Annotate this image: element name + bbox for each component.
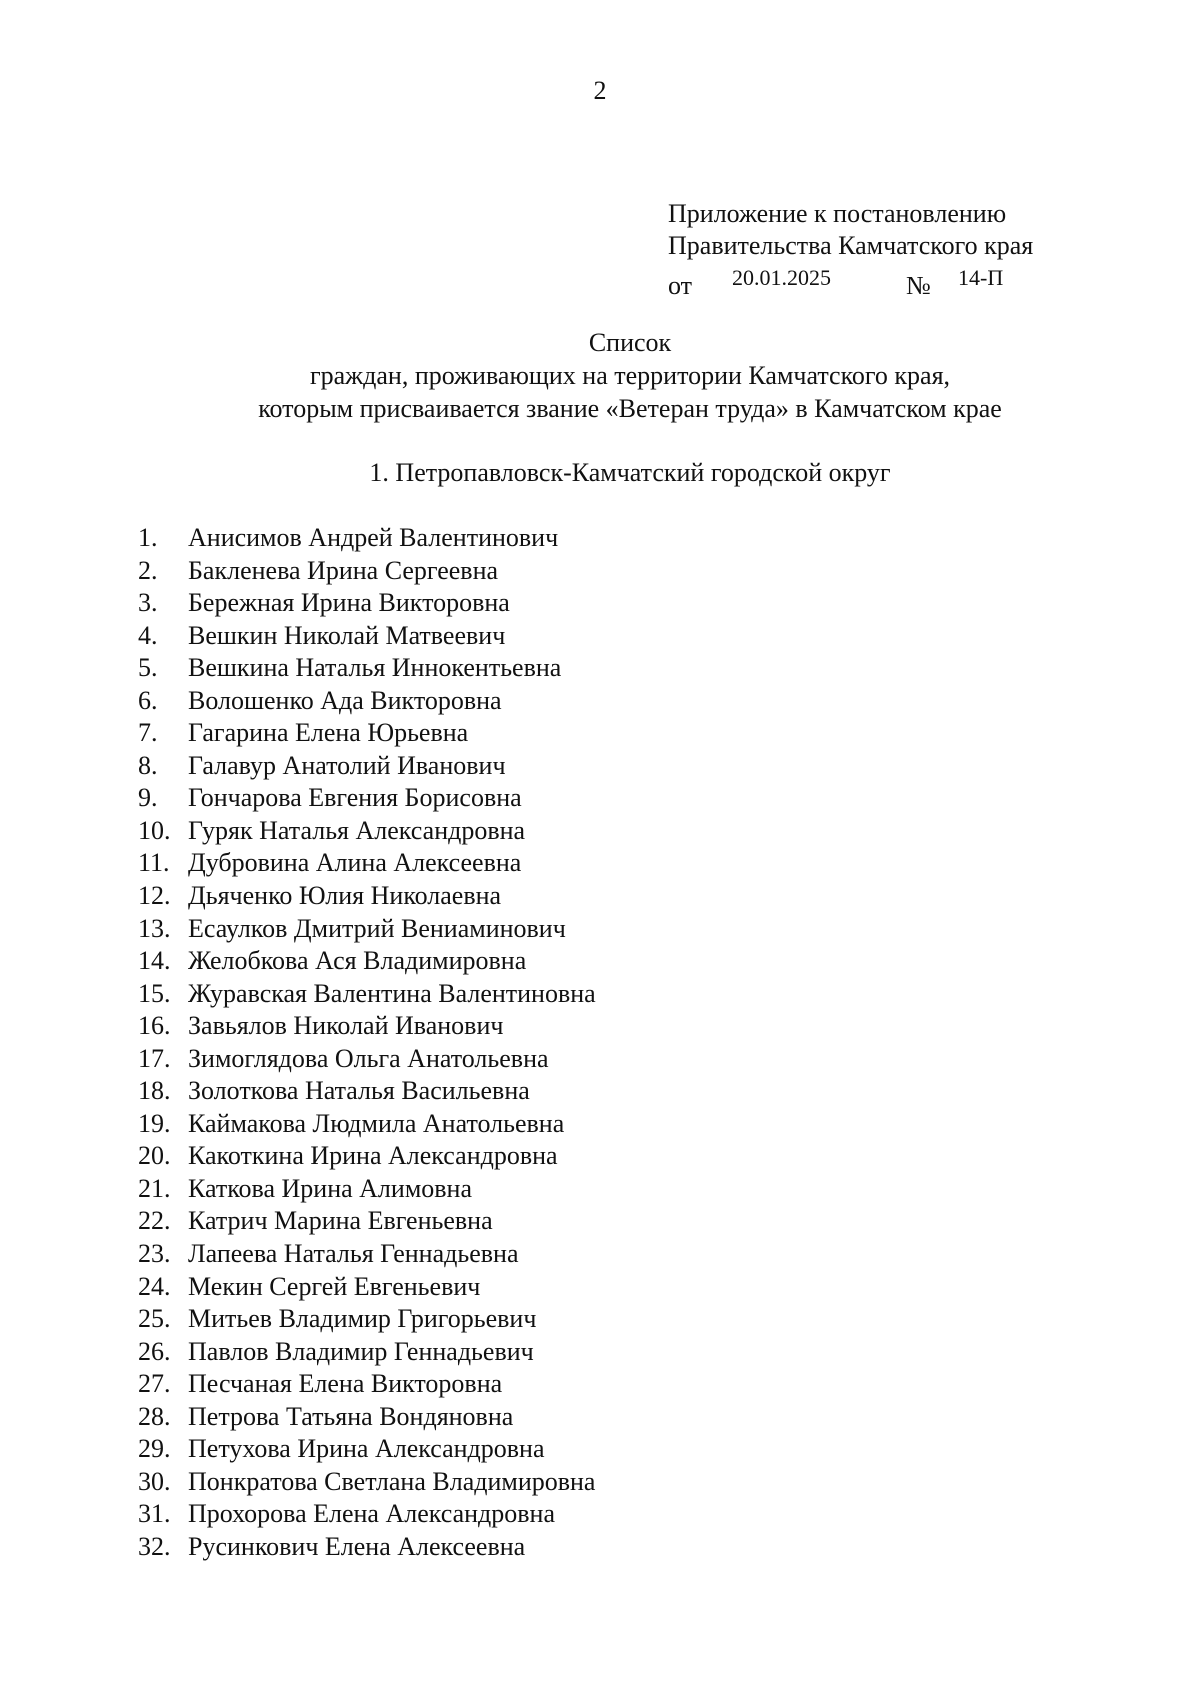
appendix-line-2: Правительства Камчатского края — [668, 231, 1034, 260]
list-item-name: Митьев Владимир Григорьевич — [188, 1304, 537, 1334]
list-item-name: Есаулков Дмитрий Вениаминович — [188, 913, 566, 943]
list-item — [138, 685, 596, 718]
list-item-number: 7. — [138, 718, 158, 748]
list-item-number: 9. — [138, 783, 158, 813]
list-item — [138, 620, 596, 653]
from-label: от — [668, 271, 693, 300]
list-item-name: Петухова Ирина Александровна — [188, 1434, 545, 1464]
list-item-number: 32. — [138, 1531, 171, 1561]
list-item-name: Желобкова Ася Владимировна — [188, 946, 527, 976]
list-item-name: Дубровина Алина Алексеевна — [188, 848, 522, 878]
list-item — [138, 1140, 596, 1173]
list-item-name: Гуряк Наталья Александровна — [188, 815, 526, 845]
document-number: 14-П — [958, 265, 1004, 290]
list-item-name: Анисимов Андрей Валентинович — [188, 523, 559, 552]
list-item-number: 23. — [138, 1239, 171, 1269]
list-item-number: 25. — [138, 1304, 171, 1334]
list-item — [138, 945, 596, 978]
list-item-number: 8. — [138, 750, 158, 780]
list-item-number: 16. — [138, 1011, 171, 1041]
list-item — [138, 1238, 596, 1271]
list-item-number: 21. — [138, 1173, 171, 1203]
list-item-name: Петрова Татьяна Вондяновна — [188, 1401, 514, 1431]
list-item — [138, 1205, 596, 1238]
list-item — [138, 782, 596, 815]
list-item — [138, 652, 596, 685]
appendix-line-1: Приложение к постановлению — [668, 199, 1007, 228]
list-item-number: 15. — [138, 978, 171, 1008]
heading-title: Список — [588, 328, 672, 357]
list-item-number: 13. — [138, 913, 171, 943]
list-item — [138, 913, 596, 946]
list-item — [138, 555, 596, 588]
list-item — [138, 1498, 596, 1531]
list-item — [138, 1303, 596, 1336]
section-title: 1. Петропавловск-Камчатский городской округ — [369, 458, 891, 487]
list-item-number: 5. — [138, 653, 158, 683]
list-item-name: Зимоглядова Ольга Анатольевна — [188, 1043, 549, 1073]
list-item-name: Дьяченко Юлия Николаевна — [188, 881, 502, 911]
list-item — [138, 1433, 596, 1466]
list-item-number: 14. — [138, 946, 171, 976]
list-item-number: 27. — [138, 1369, 171, 1399]
list-item — [138, 1010, 596, 1043]
list-item — [138, 1173, 596, 1206]
list-item-name: Лапеева Наталья Геннадьевна — [188, 1239, 519, 1269]
list-item-name: Гончарова Евгения Борисовна — [188, 783, 522, 813]
list-item-number: 17. — [138, 1043, 171, 1073]
list-item-number: 31. — [138, 1499, 171, 1529]
list-item-name: Завьялов Николай Иванович — [188, 1011, 504, 1041]
list-heading — [0, 326, 1200, 425]
list-item-number: 26. — [138, 1336, 171, 1366]
list-item-name: Журавская Валентина Валентиновна — [188, 978, 596, 1008]
list-item-number: 19. — [138, 1108, 171, 1138]
number-sign: № — [906, 271, 931, 300]
list-item-name: Волошенко Ада Викторовна — [188, 685, 502, 715]
appendix-block — [668, 198, 1034, 300]
list-item-name: Бережная Ирина Викторовна — [188, 588, 510, 618]
list-item-name: Русинкович Елена Алексеевна — [188, 1531, 526, 1561]
page-number: 2 — [593, 76, 607, 105]
list-item-number: 20. — [138, 1141, 171, 1171]
list-item-number: 18. — [138, 1076, 171, 1106]
list-item — [138, 1401, 596, 1434]
list-item — [138, 522, 596, 555]
list-item-number: 1. — [138, 523, 158, 552]
heading-line-3: которым присваивается звание «Ветеран труда» в Камчатском крае — [258, 394, 1002, 423]
list-item-name: Павлов Владимир Геннадьевич — [188, 1336, 534, 1366]
document-date: 20.01.2025 — [732, 265, 831, 290]
list-item-number: 4. — [138, 620, 158, 650]
list-item — [138, 1075, 596, 1108]
list-item-name: Понкратова Светлана Владимировна — [188, 1466, 596, 1496]
list-item-name: Бакленева Ирина Сергеевна — [188, 555, 499, 585]
list-item — [138, 1531, 596, 1564]
list-item — [138, 1271, 596, 1304]
list-item-number: 12. — [138, 881, 171, 911]
list-item-name: Песчаная Елена Викторовна — [188, 1369, 503, 1399]
list-item-name: Золоткова Наталья Васильевна — [188, 1076, 530, 1106]
citizen-list — [138, 522, 596, 1564]
list-item-number: 2. — [138, 555, 158, 585]
list-item-number: 24. — [138, 1271, 171, 1301]
list-item-number: 10. — [138, 815, 171, 845]
list-item-name: Вешкин Николай Матвеевич — [188, 620, 506, 650]
list-item-number: 22. — [138, 1206, 171, 1236]
list-item — [138, 847, 596, 880]
list-item — [138, 1368, 596, 1401]
list-item-name: Гагарина Елена Юрьевна — [188, 718, 469, 748]
list-item-number: 3. — [138, 588, 158, 618]
list-item-number: 28. — [138, 1401, 171, 1431]
list-item — [138, 587, 596, 620]
list-item-name: Каткова Ирина Алимовна — [188, 1173, 473, 1203]
list-item-number: 30. — [138, 1466, 171, 1496]
list-item — [138, 815, 596, 848]
list-item — [138, 750, 596, 783]
list-item-name: Мекин Сергей Евгеньевич — [188, 1271, 481, 1301]
list-item — [138, 1336, 596, 1369]
list-item — [138, 880, 596, 913]
list-item-name: Галавур Анатолий Иванович — [188, 750, 506, 780]
list-item-name: Какоткина Ирина Александровна — [188, 1141, 558, 1171]
list-item — [138, 978, 596, 1011]
list-item-name: Катрич Марина Евгеньевна — [188, 1206, 493, 1236]
list-item-number: 29. — [138, 1434, 171, 1464]
list-item — [138, 1043, 596, 1076]
list-item — [138, 717, 596, 750]
list-item-number: 6. — [138, 685, 158, 715]
list-item-name: Вешкина Наталья Иннокентьевна — [188, 653, 562, 683]
list-item-name: Прохорова Елена Александровна — [188, 1499, 556, 1529]
list-item-number: 11. — [138, 848, 170, 878]
list-item — [138, 1108, 596, 1141]
appendix-date-row — [668, 262, 1033, 300]
list-item — [138, 1466, 596, 1499]
heading-line-2: граждан, проживающих на территории Камчатского края, — [309, 361, 951, 390]
list-item-name: Каймакова Людмила Анатольевна — [188, 1108, 565, 1138]
